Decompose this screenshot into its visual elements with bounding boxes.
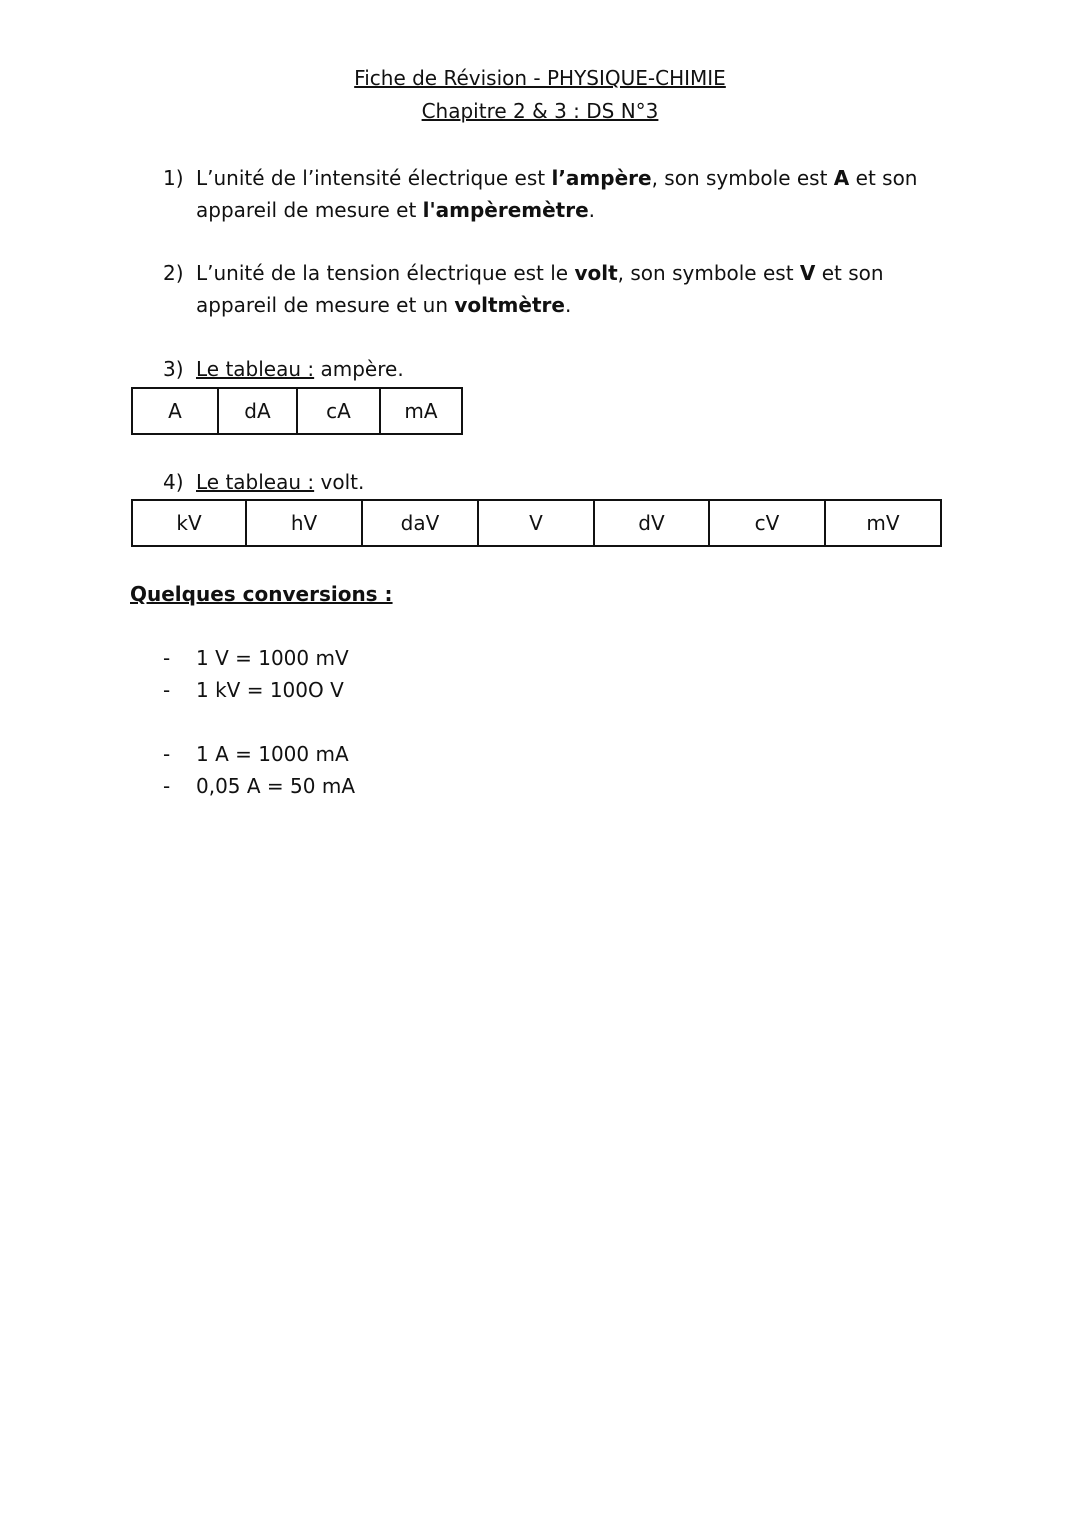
text-segment: . <box>588 198 596 222</box>
bold-term: volt <box>574 261 618 285</box>
table-cell: hV <box>246 500 362 546</box>
table-cell: kV <box>132 500 246 546</box>
question-3 <box>163 353 953 385</box>
table-cell: cA <box>297 388 380 434</box>
list-dash: - <box>163 742 171 766</box>
table-unit: volt. <box>314 470 365 494</box>
text-segment: , son symbole est <box>617 261 800 285</box>
page-title: Fiche de Révision - PHYSIQUE-CHIMIE <box>354 66 726 90</box>
table-cell: A <box>132 388 218 434</box>
table-row <box>132 388 462 434</box>
table-cell: mA <box>380 388 462 434</box>
question-number: 3) <box>163 357 184 381</box>
conversion-text: 0,05 A = 50 mA <box>196 774 356 798</box>
table-label: Le tableau : <box>196 470 315 494</box>
page-subtitle: Chapitre 2 & 3 : DS N°3 <box>421 99 659 123</box>
question-text <box>196 257 953 321</box>
ampere-table <box>131 387 463 435</box>
question-number: 4) <box>163 470 184 494</box>
table-cell: dA <box>218 388 297 434</box>
question-1 <box>163 162 953 226</box>
table-cell: daV <box>362 500 478 546</box>
text-segment: L’unité de la tension électrique est le <box>196 261 575 285</box>
question-2 <box>163 257 953 321</box>
conversion-text: 1 kV = 100O V <box>196 678 344 702</box>
text-segment: et son appareil de mesure et <box>196 166 918 222</box>
bold-term: l'ampèremètre <box>422 198 589 222</box>
conversion-text: 1 V = 1000 mV <box>196 646 349 670</box>
list-dash: - <box>163 646 171 670</box>
text-segment: et son appareil de mesure et un <box>196 261 884 317</box>
table-cell: V <box>478 500 594 546</box>
table-cell: mV <box>825 500 941 546</box>
table-unit: ampère. <box>314 357 404 381</box>
table-row <box>132 500 941 546</box>
question-text <box>196 353 953 385</box>
conversion-text: 1 A = 1000 mA <box>196 742 349 766</box>
question-text <box>196 466 953 498</box>
text-segment: . <box>564 293 572 317</box>
bold-term: V <box>799 261 816 285</box>
bold-term: l’ampère <box>551 166 652 190</box>
question-4 <box>163 466 953 498</box>
bold-term: A <box>833 166 850 190</box>
table-cell: dV <box>594 500 709 546</box>
conversions-heading: Quelques conversions : <box>130 582 393 606</box>
text-segment: L’unité de l’intensité électrique est <box>196 166 552 190</box>
question-number: 2) <box>163 261 184 285</box>
bold-term: voltmètre <box>454 293 565 317</box>
question-number: 1) <box>163 166 184 190</box>
text-segment: , son symbole est <box>651 166 834 190</box>
list-dash: - <box>163 774 171 798</box>
question-text <box>196 162 953 226</box>
list-dash: - <box>163 678 171 702</box>
table-cell: cV <box>709 500 825 546</box>
table-label: Le tableau : <box>196 357 315 381</box>
volt-table <box>131 499 942 547</box>
